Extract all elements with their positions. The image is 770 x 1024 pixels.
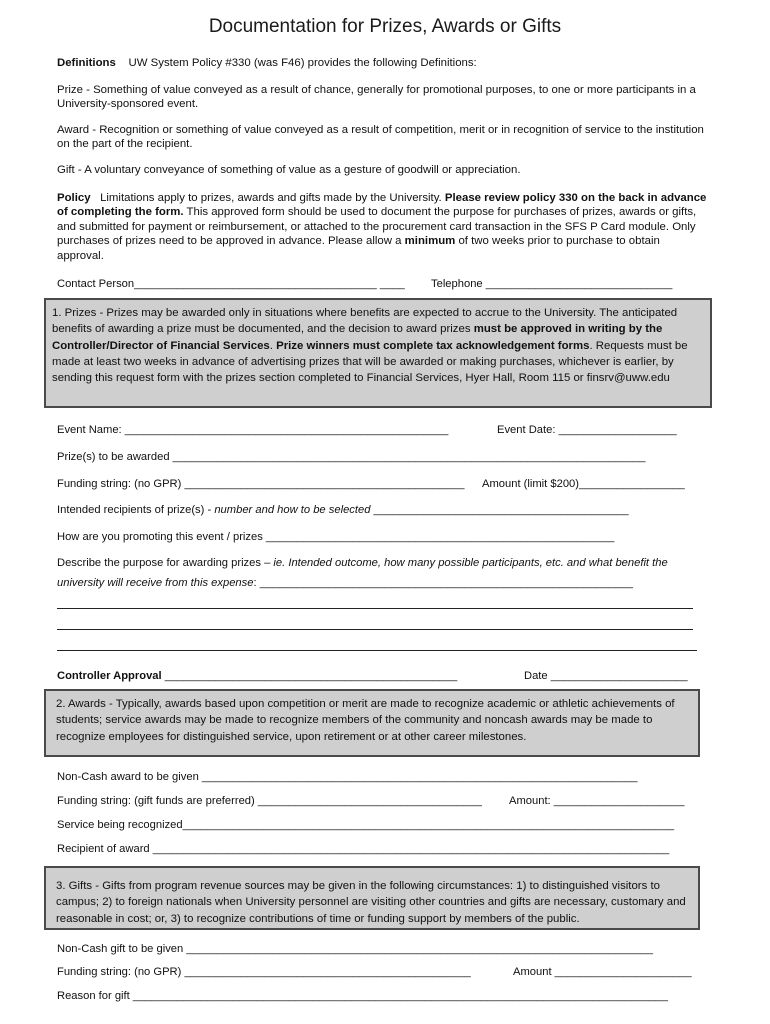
prizes-text-3: . Requests must be made at least two weeks in advance of advertising prizes that will be awarded or making purchases, whichever is earlier, by sending this request form with the prizes section completed to Financial Services, Hyer Hall, Room 115 or finsrv@uww.edu xyxy=(52,339,688,385)
policy-text-2: This approved form should be used to document the purpose for purchases of prizes, awards or gifts, and submitted for payment or reimbursement, or attached to the procurement card transaction in the SFS P Card module. Only purchases of prizes need to be approved in advance. Please allow a xyxy=(57,206,697,248)
award-funding-string-field[interactable]: Funding string: (gift funds are preferred) ____________________________________ xyxy=(57,795,482,807)
controller-date-field[interactable]: Date ______________________ xyxy=(524,670,688,682)
definitions-text: UW System Policy #330 (was F46) provides the following Definitions: xyxy=(128,57,477,69)
prizes-tax-notice: Prize winners must complete tax acknowledgement forms xyxy=(276,339,590,352)
promoting-field[interactable]: How are you promoting this event / prizes ________________________________________________________ xyxy=(57,531,615,543)
policy-review-notice: Please review policy 330 on the back in advance of completing the form. xyxy=(57,192,707,219)
prizes-approval-notice: must be approved in writing by the Controller/Director of Financial Services xyxy=(52,323,663,352)
controller-approval-label: Controller Approval xyxy=(57,670,162,682)
describe-line[interactable]: : ____________________________________________________________ xyxy=(253,577,634,589)
prizes-section-box xyxy=(44,298,712,408)
recipients-line[interactable]: _________________________________________ xyxy=(373,504,629,516)
describe-line-2[interactable] xyxy=(57,629,693,630)
recipients-hint: number and how to be selected xyxy=(214,504,371,516)
reason-for-gift-field[interactable]: Reason for gift ______________________________________________________________________________________ xyxy=(57,990,668,1002)
service-recognized-field[interactable]: Service being recognized_______________________________________________________________________________ xyxy=(57,819,675,831)
describe-line-3[interactable] xyxy=(57,650,697,651)
telephone-field[interactable]: Telephone ______________________________ xyxy=(431,278,673,290)
noncash-award-field[interactable]: Non-Cash award to be given ______________________________________________________________________ xyxy=(57,771,638,783)
event-name-field[interactable]: Event Name: ____________________________________________________ xyxy=(57,424,449,436)
recipient-of-award-field[interactable]: Recipient of award ___________________________________________________________________________________ xyxy=(57,843,670,855)
policy-text-3: of two weeks prior to purchase to obtain approval. xyxy=(57,235,660,262)
contact-person-field[interactable]: Contact Person_______________________________________ ____ xyxy=(57,278,405,290)
describe-hint: ie. Intended outcome, how many possible participants, etc. and what benefit the xyxy=(273,557,668,569)
prize-definition: Prize - Something of value conveyed as a result of chance, generally for promotional purposes, to one or more participants in a University-sponsored event. xyxy=(57,84,696,111)
prizes-text-2: . xyxy=(269,339,273,352)
awards-section-box: 2. Awards - Typically, awards based upon competition or merit are made to recognize academic or athletic achievements of students; service awards may be made to recognize members of the community and noncash awards may be made to recognize employees for distinguished service, upon retirement or at other career milestones. xyxy=(44,689,700,757)
definitions-intro xyxy=(57,56,707,70)
controller-approval-line[interactable]: _______________________________________________ xyxy=(164,670,458,682)
event-date-field[interactable]: Event Date: ___________________ xyxy=(497,424,677,436)
policy-label: Policy xyxy=(57,192,91,204)
controller-approval-field[interactable] xyxy=(57,670,457,682)
page-title: Documentation for Prizes, Awards or Gifts xyxy=(208,16,562,37)
intended-recipients-field[interactable] xyxy=(57,504,629,516)
definitions-label: Definitions xyxy=(57,57,116,69)
recipients-label: Intended recipients of prize(s) - xyxy=(57,504,212,516)
gift-amount-field[interactable]: Amount ______________________ xyxy=(513,966,692,978)
noncash-gift-field[interactable]: Non-Cash gift to be given ___________________________________________________________________________ xyxy=(57,943,653,955)
prizes-awarded-field[interactable]: Prize(s) to be awarded ____________________________________________________________________________ xyxy=(57,451,646,463)
describe-hint-continued: university will receive from this expense xyxy=(57,577,254,589)
policy-text-1: Limitations apply to prizes, awards and gifts made by the University. xyxy=(100,192,442,204)
gift-definition: Gift - A voluntary conveyance of something of value as a gesture of goodwill or appreciation. xyxy=(57,164,521,176)
award-definition: Award - Recognition or something of value conveyed as a result of competition, merit or in recognition of service to the institution on the part of the recipient. xyxy=(57,124,704,151)
prize-funding-string-field[interactable]: Funding string: (no GPR) _____________________________________________ xyxy=(57,478,465,490)
gift-funding-string-field[interactable]: Funding string: (no GPR) ______________________________________________ xyxy=(57,966,471,978)
describe-line-1[interactable] xyxy=(57,608,693,609)
policy-paragraph xyxy=(57,191,707,263)
prizes-text-1: 1. Prizes - Prizes may be awarded only in situations where benefits are expected to accrue to the University. The anticipated benefits of awarding a prize must be documented, and the decision to award prizes xyxy=(52,307,678,336)
policy-minimum: minimum xyxy=(404,235,456,248)
describe-purpose-label xyxy=(57,557,668,569)
describe-label: Describe the purpose for awarding prizes – xyxy=(57,557,271,569)
describe-purpose-field[interactable] xyxy=(57,577,633,589)
gifts-section-box: 3. Gifts - Gifts from program revenue sources may be given in the following circumstances: 1) to distinguished visitors to campus; 2) to foreign nationals when University personnel are visiting other countries and gifts are necessary, customary and reasonable in cost; or, 3) to recognize contributions of time or funding support by members of the public. xyxy=(44,866,700,930)
prize-amount-field[interactable]: Amount (limit $200)_________________ xyxy=(482,478,685,490)
award-amount-field[interactable]: Amount: _____________________ xyxy=(509,795,685,807)
